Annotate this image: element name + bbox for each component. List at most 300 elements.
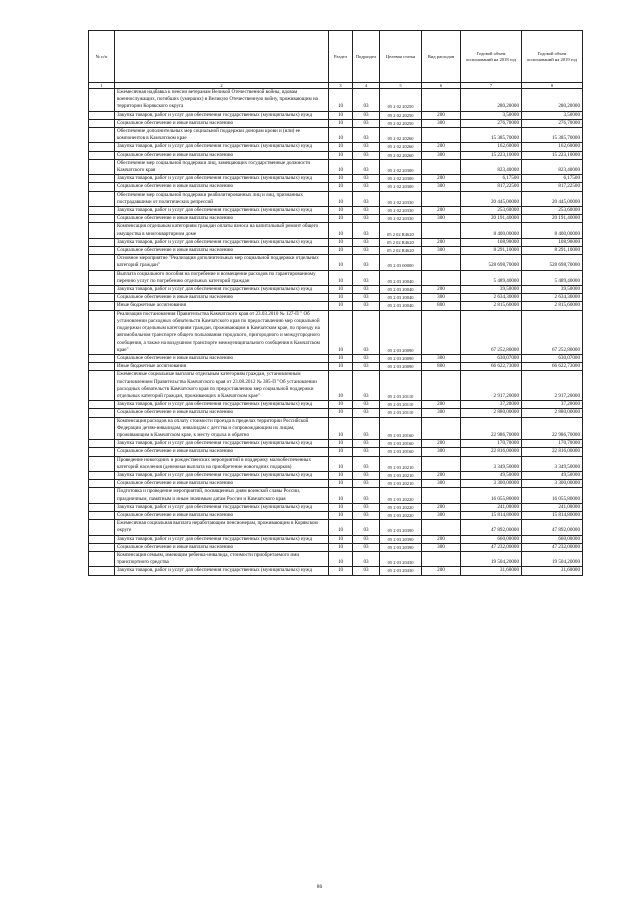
row-celevaya-statya: 05 2 03 20210 bbox=[380, 456, 422, 471]
row-celevaya-statya: 05 2 03 20090 bbox=[380, 310, 422, 354]
row-podrazdel: 03 bbox=[353, 286, 380, 294]
row-vid-rashodov: 200 bbox=[422, 503, 461, 511]
row-number bbox=[89, 471, 115, 479]
row-amount-2019: 15 223,10000 bbox=[522, 151, 583, 159]
row-podrazdel: 03 bbox=[353, 371, 380, 401]
row-podrazdel: 03 bbox=[353, 183, 380, 191]
row-name: Реализация постановления Правительства Камчатского края от 23.03.2010 № 127-П " Об установлении расходных обязательств Камчатского края по предоставлению мер социальной поддержки отдельным категориям граждан, проживающим в Камчатском крае, по проезду на автомобильном транспорте общего пользования городского, пригородного и междугородного сообщения, а также на воздушном транспорте межмуниципального сообщения в Камчатском крае" bbox=[115, 310, 329, 354]
row-amount-2019: 6,17500 bbox=[522, 175, 583, 183]
row-amount-2019: 3 349,50000 bbox=[522, 456, 583, 471]
table-row bbox=[89, 471, 583, 479]
row-podrazdel: 03 bbox=[353, 238, 380, 246]
row-amount-2019: 528 698,70000 bbox=[522, 255, 583, 270]
row-name: Ежемесячная социальная выплата неработающим пенсионерам, проживающим в Корякском округе bbox=[115, 520, 329, 535]
row-amount-2018: 280,20000 bbox=[461, 89, 522, 112]
row-number bbox=[89, 175, 115, 183]
row-podrazdel: 03 bbox=[353, 191, 380, 206]
row-amount-2019: 630,07000 bbox=[522, 354, 583, 362]
row-name: Закупка товаров, работ и услуг для обеспечения государственных (муниципальных) нужд bbox=[115, 286, 329, 294]
row-number bbox=[89, 159, 115, 174]
row-number bbox=[89, 401, 115, 409]
row-vid-rashodov bbox=[422, 417, 461, 440]
row-number bbox=[89, 183, 115, 191]
row-razdel: 10 bbox=[329, 440, 353, 448]
row-amount-2019: 280,20000 bbox=[522, 89, 583, 112]
row-celevaya-statya: 05 2 03 20390 bbox=[380, 520, 422, 535]
row-podrazdel: 03 bbox=[353, 255, 380, 270]
column-number: 5 bbox=[380, 83, 422, 89]
header-razdel: Раздел bbox=[329, 31, 353, 83]
table-row bbox=[89, 363, 583, 371]
row-number bbox=[89, 215, 115, 223]
row-podrazdel: 03 bbox=[353, 417, 380, 440]
row-amount-2019: 20 191,40000 bbox=[522, 215, 583, 223]
row-amount-2019: 15 385,70000 bbox=[522, 128, 583, 143]
row-razdel: 10 bbox=[329, 363, 353, 371]
row-celevaya-statya: 05 2 03 20430 bbox=[380, 551, 422, 566]
row-celevaya-statya: 05 2 03 20040 bbox=[380, 302, 422, 310]
table-row bbox=[89, 456, 583, 471]
column-number: 1 bbox=[89, 83, 115, 89]
row-name: Ежемесячная надбавка к пенсии ветеранам Великой Отечественной войны, вдовам военнослужащих, погибших (умерших) в Великую Отечественную войну, проживающим на территории Корякского округа bbox=[115, 89, 329, 112]
row-vid-rashodov: 300 bbox=[422, 247, 461, 255]
table-row bbox=[89, 175, 583, 183]
row-amount-2019: 37,20000 bbox=[522, 401, 583, 409]
row-celevaya-statya: 05 2 02 20250 bbox=[380, 89, 422, 112]
row-podrazdel: 03 bbox=[353, 151, 380, 159]
row-amount-2018: 39,50000 bbox=[461, 286, 522, 294]
row-vid-rashodov: 200 bbox=[422, 471, 461, 479]
row-podrazdel: 03 bbox=[353, 456, 380, 471]
row-razdel: 10 bbox=[329, 354, 353, 362]
row-amount-2019: 22 986,70000 bbox=[522, 417, 583, 440]
row-number bbox=[89, 448, 115, 456]
row-name: Закупка товаров, работ и услуг для обеспечения государственных (муниципальных) нужд bbox=[115, 207, 329, 215]
row-celevaya-statya: 05 2 02 20250 bbox=[380, 111, 422, 119]
row-celevaya-statya: 05 2 03 20040 bbox=[380, 270, 422, 285]
row-razdel: 10 bbox=[329, 480, 353, 488]
table-row bbox=[89, 238, 583, 246]
row-number bbox=[89, 89, 115, 112]
row-vid-rashodov: 800 bbox=[422, 363, 461, 371]
row-number bbox=[89, 191, 115, 206]
table-row bbox=[89, 89, 583, 112]
row-vid-rashodov: 300 bbox=[422, 354, 461, 362]
row-name: Компенсация расходов на оплату стоимости проезда в пределах территории Российской Федерации детям-инвалидам, инвалидам с детства и сопровождающим их лицам, проживающим в Камчатском крае, к месту отдыха и обратно bbox=[115, 417, 329, 440]
row-name: Социальное обеспечение и иные выплаты населению bbox=[115, 294, 329, 302]
row-razdel: 10 bbox=[329, 401, 353, 409]
row-razdel: 10 bbox=[329, 159, 353, 174]
row-number bbox=[89, 286, 115, 294]
row-amount-2018: 16 055,80000 bbox=[461, 488, 522, 503]
row-amount-2019: 8 400,00000 bbox=[522, 223, 583, 238]
row-razdel: 10 bbox=[329, 286, 353, 294]
row-razdel: 10 bbox=[329, 207, 353, 215]
row-amount-2018: 49,50000 bbox=[461, 471, 522, 479]
row-amount-2018: 5 489,40000 bbox=[461, 270, 522, 285]
row-podrazdel: 03 bbox=[353, 143, 380, 151]
row-podrazdel: 03 bbox=[353, 363, 380, 371]
row-vid-rashodov: 300 bbox=[422, 480, 461, 488]
column-number: 6 bbox=[422, 83, 461, 89]
row-amount-2018: 276,70000 bbox=[461, 119, 522, 127]
row-number bbox=[89, 207, 115, 215]
row-number bbox=[89, 238, 115, 246]
row-razdel: 10 bbox=[329, 511, 353, 519]
row-name: Иные бюджетные ассигнования bbox=[115, 363, 329, 371]
row-amount-2019: 5 489,40000 bbox=[522, 270, 583, 285]
row-name: Социальное обеспечение и иные выплаты населению bbox=[115, 543, 329, 551]
row-vid-rashodov bbox=[422, 191, 461, 206]
row-name: Подготовка и проведение мероприятий, посвященных дням воинской славы России, праздничным, памятным и иным значимым датам России и Камчатского края bbox=[115, 488, 329, 503]
table-row bbox=[89, 255, 583, 270]
row-number bbox=[89, 488, 115, 503]
row-number bbox=[89, 371, 115, 401]
row-razdel: 10 bbox=[329, 371, 353, 401]
row-podrazdel: 03 bbox=[353, 471, 380, 479]
row-celevaya-statya: 05 2 03 20220 bbox=[380, 511, 422, 519]
row-vid-rashodov: 200 bbox=[422, 175, 461, 183]
row-celevaya-statya: 05 2 02 20330 bbox=[380, 191, 422, 206]
row-podrazdel: 03 bbox=[353, 215, 380, 223]
row-name: Социальное обеспечение и иные выплаты населению bbox=[115, 511, 329, 519]
row-amount-2019: 3,50000 bbox=[522, 111, 583, 119]
row-vid-rashodov bbox=[422, 520, 461, 535]
row-amount-2019: 39,50000 bbox=[522, 286, 583, 294]
row-name: Закупка товаров, работ и услуг для обеспечения государственных (муниципальных) нужд bbox=[115, 471, 329, 479]
row-name: Социальное обеспечение и иные выплаты населению bbox=[115, 448, 329, 456]
row-amount-2018: 2 880,00000 bbox=[461, 409, 522, 417]
row-vid-rashodov bbox=[422, 270, 461, 285]
header-celevaya-statya: Целевая статья bbox=[380, 31, 422, 83]
row-podrazdel: 03 bbox=[353, 294, 380, 302]
row-celevaya-statya: 05 2 03 20160 bbox=[380, 440, 422, 448]
row-razdel: 10 bbox=[329, 543, 353, 551]
row-amount-2019: 2 880,00000 bbox=[522, 409, 583, 417]
row-razdel: 10 bbox=[329, 255, 353, 270]
row-celevaya-statya: 05 2 02 20260 bbox=[380, 143, 422, 151]
row-vid-rashodov: 200 bbox=[422, 143, 461, 151]
row-vid-rashodov: 300 bbox=[422, 151, 461, 159]
row-vid-rashodov bbox=[422, 551, 461, 566]
row-number bbox=[89, 270, 115, 285]
row-amount-2018: 22 816,00000 bbox=[461, 448, 522, 456]
row-podrazdel: 03 bbox=[353, 488, 380, 503]
row-amount-2019: 162,60000 bbox=[522, 143, 583, 151]
table-row bbox=[89, 111, 583, 119]
row-podrazdel: 03 bbox=[353, 401, 380, 409]
row-razdel: 10 bbox=[329, 448, 353, 456]
row-vid-rashodov: 200 bbox=[422, 535, 461, 543]
row-amount-2019: 8 291,10000 bbox=[522, 247, 583, 255]
row-amount-2019: 241,00000 bbox=[522, 503, 583, 511]
row-number bbox=[89, 354, 115, 362]
row-name: Закупка товаров, работ и услуг для обеспечения государственных (муниципальных) нужд bbox=[115, 503, 329, 511]
row-podrazdel: 03 bbox=[353, 567, 380, 575]
header-name bbox=[115, 31, 329, 83]
row-name: Обеспечение мер социальной поддержки реабилитированных лиц и лиц, признанных пострадавшими от политических репрессий bbox=[115, 191, 329, 206]
row-amount-2019: 22 816,00000 bbox=[522, 448, 583, 456]
header-num: № п/п bbox=[89, 31, 115, 83]
row-amount-2019: 47 892,00000 bbox=[522, 520, 583, 535]
column-number: 4 bbox=[353, 83, 380, 89]
table-row bbox=[89, 183, 583, 191]
table-row bbox=[89, 310, 583, 354]
row-vid-rashodov: 300 bbox=[422, 543, 461, 551]
row-celevaya-statya: 05 2 03 20430 bbox=[380, 567, 422, 575]
row-amount-2018: 20 445,00000 bbox=[461, 191, 522, 206]
row-razdel: 10 bbox=[329, 89, 353, 112]
row-podrazdel: 03 bbox=[353, 511, 380, 519]
row-razdel: 10 bbox=[329, 215, 353, 223]
row-amount-2018: 15 385,70000 bbox=[461, 128, 522, 143]
column-number: 2 bbox=[115, 83, 329, 89]
row-number bbox=[89, 543, 115, 551]
row-podrazdel: 03 bbox=[353, 119, 380, 127]
row-celevaya-statya: 05 2 03 20110 bbox=[380, 409, 422, 417]
row-vid-rashodov: 300 bbox=[422, 511, 461, 519]
row-podrazdel: 03 bbox=[353, 409, 380, 417]
table-row bbox=[89, 159, 583, 174]
table-row bbox=[89, 354, 583, 362]
row-number bbox=[89, 511, 115, 519]
row-amount-2018: 47 892,00000 bbox=[461, 520, 522, 535]
row-celevaya-statya: 05 2 03 20090 bbox=[380, 354, 422, 362]
row-razdel: 10 bbox=[329, 488, 353, 503]
budget-table-page bbox=[88, 30, 582, 576]
row-podrazdel: 03 bbox=[353, 480, 380, 488]
row-vid-rashodov bbox=[422, 255, 461, 270]
row-name: Социальное обеспечение и иные выплаты населению bbox=[115, 247, 329, 255]
row-number bbox=[89, 247, 115, 255]
page-number: 86 bbox=[316, 884, 323, 890]
row-number bbox=[89, 520, 115, 535]
row-celevaya-statya: 05 2 03 20110 bbox=[380, 371, 422, 401]
row-amount-2018: 528 698,70000 bbox=[461, 255, 522, 270]
row-amount-2018: 3,50000 bbox=[461, 111, 522, 119]
row-amount-2018: 170,70000 bbox=[461, 440, 522, 448]
row-number bbox=[89, 417, 115, 440]
row-razdel: 10 bbox=[329, 191, 353, 206]
row-name: Социальное обеспечение и иные выплаты населению bbox=[115, 183, 329, 191]
table-row bbox=[89, 480, 583, 488]
table-row bbox=[89, 503, 583, 511]
row-number bbox=[89, 456, 115, 471]
row-podrazdel: 03 bbox=[353, 448, 380, 456]
row-celevaya-statya: 05 2 03 20040 bbox=[380, 286, 422, 294]
row-celevaya-statya: 05 2 03 00000 bbox=[380, 255, 422, 270]
row-amount-2018: 8 291,10000 bbox=[461, 247, 522, 255]
row-amount-2019: 276,70000 bbox=[522, 119, 583, 127]
row-amount-2019: 823,40000 bbox=[522, 159, 583, 174]
row-name: Социальное обеспечение и иные выплаты населению bbox=[115, 354, 329, 362]
row-podrazdel: 03 bbox=[353, 270, 380, 285]
row-vid-rashodov: 200 bbox=[422, 567, 461, 575]
table-row bbox=[89, 488, 583, 503]
row-podrazdel: 03 bbox=[353, 159, 380, 174]
header-row bbox=[89, 31, 583, 83]
table-row bbox=[89, 247, 583, 255]
row-number bbox=[89, 310, 115, 354]
row-celevaya-statya: 05 2 02 20300 bbox=[380, 183, 422, 191]
table-row bbox=[89, 520, 583, 535]
row-vid-rashodov: 300 bbox=[422, 183, 461, 191]
row-vid-rashodov bbox=[422, 488, 461, 503]
row-razdel: 10 bbox=[329, 503, 353, 511]
row-number bbox=[89, 223, 115, 238]
row-amount-2018: 47 232,00000 bbox=[461, 543, 522, 551]
row-name: Закупка товаров, работ и услуг для обеспечения государственных (муниципальных) нужд bbox=[115, 175, 329, 183]
table-row bbox=[89, 371, 583, 401]
row-amount-2018: 19 504,20000 bbox=[461, 551, 522, 566]
row-vid-rashodov: 300 bbox=[422, 119, 461, 127]
row-podrazdel: 03 bbox=[353, 354, 380, 362]
row-podrazdel: 03 bbox=[353, 128, 380, 143]
row-celevaya-statya: 05 2 03 20040 bbox=[380, 294, 422, 302]
row-celevaya-statya: 05 2 02 R4620 bbox=[380, 238, 422, 246]
row-amount-2018: 108,90000 bbox=[461, 238, 522, 246]
row-amount-2019: 15 814,80000 bbox=[522, 511, 583, 519]
row-name: Компенсация отдельным категориям граждан оплаты взноса на капитальный ремонт общего имущества в многоквартирном доме bbox=[115, 223, 329, 238]
row-number bbox=[89, 111, 115, 119]
row-podrazdel: 03 bbox=[353, 247, 380, 255]
row-amount-2019: 817,22500 bbox=[522, 183, 583, 191]
row-amount-2018: 241,00000 bbox=[461, 503, 522, 511]
row-podrazdel: 03 bbox=[353, 207, 380, 215]
row-razdel: 10 bbox=[329, 238, 353, 246]
row-razdel: 10 bbox=[329, 409, 353, 417]
row-celevaya-statya: 05 2 02 20260 bbox=[380, 128, 422, 143]
row-celevaya-statya: 05 2 03 20210 bbox=[380, 480, 422, 488]
row-razdel: 10 bbox=[329, 417, 353, 440]
row-celevaya-statya: 05 2 03 20390 bbox=[380, 543, 422, 551]
table-row bbox=[89, 270, 583, 285]
row-celevaya-statya: 05 2 03 20090 bbox=[380, 363, 422, 371]
row-number bbox=[89, 535, 115, 543]
row-name: Социальное обеспечение и иные выплаты населению bbox=[115, 119, 329, 127]
row-podrazdel: 03 bbox=[353, 175, 380, 183]
row-name: Закупка товаров, работ и услуг для обеспечения государственных (муниципальных) нужд bbox=[115, 238, 329, 246]
row-number bbox=[89, 551, 115, 566]
row-amount-2018: 37,20000 bbox=[461, 401, 522, 409]
row-name: Социальное обеспечение и иные выплаты населению bbox=[115, 151, 329, 159]
row-number bbox=[89, 294, 115, 302]
row-razdel: 10 bbox=[329, 520, 353, 535]
row-podrazdel: 03 bbox=[353, 503, 380, 511]
row-amount-2019: 2 815,60000 bbox=[522, 302, 583, 310]
row-celevaya-statya: 05 2 03 20220 bbox=[380, 503, 422, 511]
row-razdel: 10 bbox=[329, 302, 353, 310]
row-podrazdel: 03 bbox=[353, 551, 380, 566]
row-razdel: 10 bbox=[329, 551, 353, 566]
table-row bbox=[89, 151, 583, 159]
row-razdel: 10 bbox=[329, 183, 353, 191]
row-number bbox=[89, 480, 115, 488]
row-number bbox=[89, 143, 115, 151]
row-number bbox=[89, 440, 115, 448]
row-razdel: 10 bbox=[329, 223, 353, 238]
row-amount-2018: 630,07000 bbox=[461, 354, 522, 362]
row-name: Выплата социального пособия на погребение и возмещение расходов по гарантированному перечню услуг по погребению отдельных категорий граждан bbox=[115, 270, 329, 285]
header-podrazdel: Подраздел bbox=[353, 31, 380, 83]
row-podrazdel: 03 bbox=[353, 89, 380, 112]
column-number: 7 bbox=[461, 83, 522, 89]
row-amount-2018: 15 223,10000 bbox=[461, 151, 522, 159]
row-vid-rashodov bbox=[422, 159, 461, 174]
row-amount-2019: 66 622,73000 bbox=[522, 363, 583, 371]
row-amount-2018: 6,17500 bbox=[461, 175, 522, 183]
row-vid-rashodov: 200 bbox=[422, 440, 461, 448]
row-celevaya-statya: 05 2 02 R4620 bbox=[380, 247, 422, 255]
row-razdel: 10 bbox=[329, 471, 353, 479]
row-razdel: 10 bbox=[329, 151, 353, 159]
table-row bbox=[89, 286, 583, 294]
header-year-2019: Годовой объем ассигнований на 2019 год bbox=[522, 31, 583, 83]
row-amount-2018: 162,60000 bbox=[461, 143, 522, 151]
table-row bbox=[89, 567, 583, 575]
row-vid-rashodov: 200 bbox=[422, 238, 461, 246]
row-vid-rashodov bbox=[422, 310, 461, 354]
row-name: Обеспечение дополнительных мер социальной поддержки донорам крови и (или) ее компонентов в Камчатском крае bbox=[115, 128, 329, 143]
row-name: Закупка товаров, работ и услуг для обеспечения государственных (муниципальных) нужд bbox=[115, 535, 329, 543]
row-amount-2019: 49,50000 bbox=[522, 471, 583, 479]
row-podrazdel: 03 bbox=[353, 111, 380, 119]
header-year-2018: Годовой объем ассигнований на 2018 год bbox=[461, 31, 522, 83]
row-name: Проведение новогодних и рождественских мероприятий в поддержку малообеспеченных категорий населения (денежная выплата на приобретение новогодних подарков) bbox=[115, 456, 329, 471]
row-amount-2018: 66 622,73000 bbox=[461, 363, 522, 371]
row-podrazdel: 03 bbox=[353, 535, 380, 543]
table-row bbox=[89, 511, 583, 519]
row-celevaya-statya: 05 2 03 20220 bbox=[380, 488, 422, 503]
table-row bbox=[89, 294, 583, 302]
row-name: Обеспечение мер социальной поддержки лиц, замещающих государственные должности Камчатского края bbox=[115, 159, 329, 174]
row-vid-rashodov: 800 bbox=[422, 302, 461, 310]
row-razdel: 10 bbox=[329, 270, 353, 285]
row-name: Основное мероприятие "Реализация дополнительных мер социальной поддержки отдельных категорий граждан" bbox=[115, 255, 329, 270]
row-number bbox=[89, 128, 115, 143]
row-name: Ежемесячные социальные выплаты отдельным категориям граждан, установленным постановлением Правительства Камчатского края от 23.08.2012 № 385-П "Об установлении расходных обязательств Камчатского края по предоставлению мер социальной поддержки отдельных категорий граждан, проживающих в Камчатском крае" bbox=[115, 371, 329, 401]
row-amount-2018: 2 634,30000 bbox=[461, 294, 522, 302]
row-celevaya-statya: 05 2 03 20160 bbox=[380, 417, 422, 440]
row-vid-rashodov bbox=[422, 371, 461, 401]
row-vid-rashodov: 300 bbox=[422, 294, 461, 302]
table-row bbox=[89, 543, 583, 551]
row-number bbox=[89, 409, 115, 417]
row-razdel: 10 bbox=[329, 310, 353, 354]
column-number: 3 bbox=[329, 83, 353, 89]
header-vid-rashodov: Вид расходов bbox=[422, 31, 461, 83]
row-amount-2019: 253,60000 bbox=[522, 207, 583, 215]
row-razdel: 10 bbox=[329, 247, 353, 255]
row-amount-2019: 170,70000 bbox=[522, 440, 583, 448]
row-vid-rashodov: 200 bbox=[422, 207, 461, 215]
row-vid-rashodov bbox=[422, 128, 461, 143]
table-row bbox=[89, 535, 583, 543]
row-name: Закупка товаров, работ и услуг для обеспечения государственных (муниципальных) нужд bbox=[115, 401, 329, 409]
row-amount-2018: 2 815,60000 bbox=[461, 302, 522, 310]
row-number bbox=[89, 302, 115, 310]
row-name: Социальное обеспечение и иные выплаты населению bbox=[115, 409, 329, 417]
row-podrazdel: 03 bbox=[353, 543, 380, 551]
row-amount-2019: 2 917,20000 bbox=[522, 371, 583, 401]
row-celevaya-statya: 05 2 03 20160 bbox=[380, 448, 422, 456]
row-amount-2019: 2 634,30000 bbox=[522, 294, 583, 302]
row-podrazdel: 03 bbox=[353, 520, 380, 535]
row-celevaya-statya: 05 2 03 20390 bbox=[380, 535, 422, 543]
table-row bbox=[89, 143, 583, 151]
row-razdel: 10 bbox=[329, 535, 353, 543]
row-celevaya-statya: 05 2 02 20250 bbox=[380, 119, 422, 127]
